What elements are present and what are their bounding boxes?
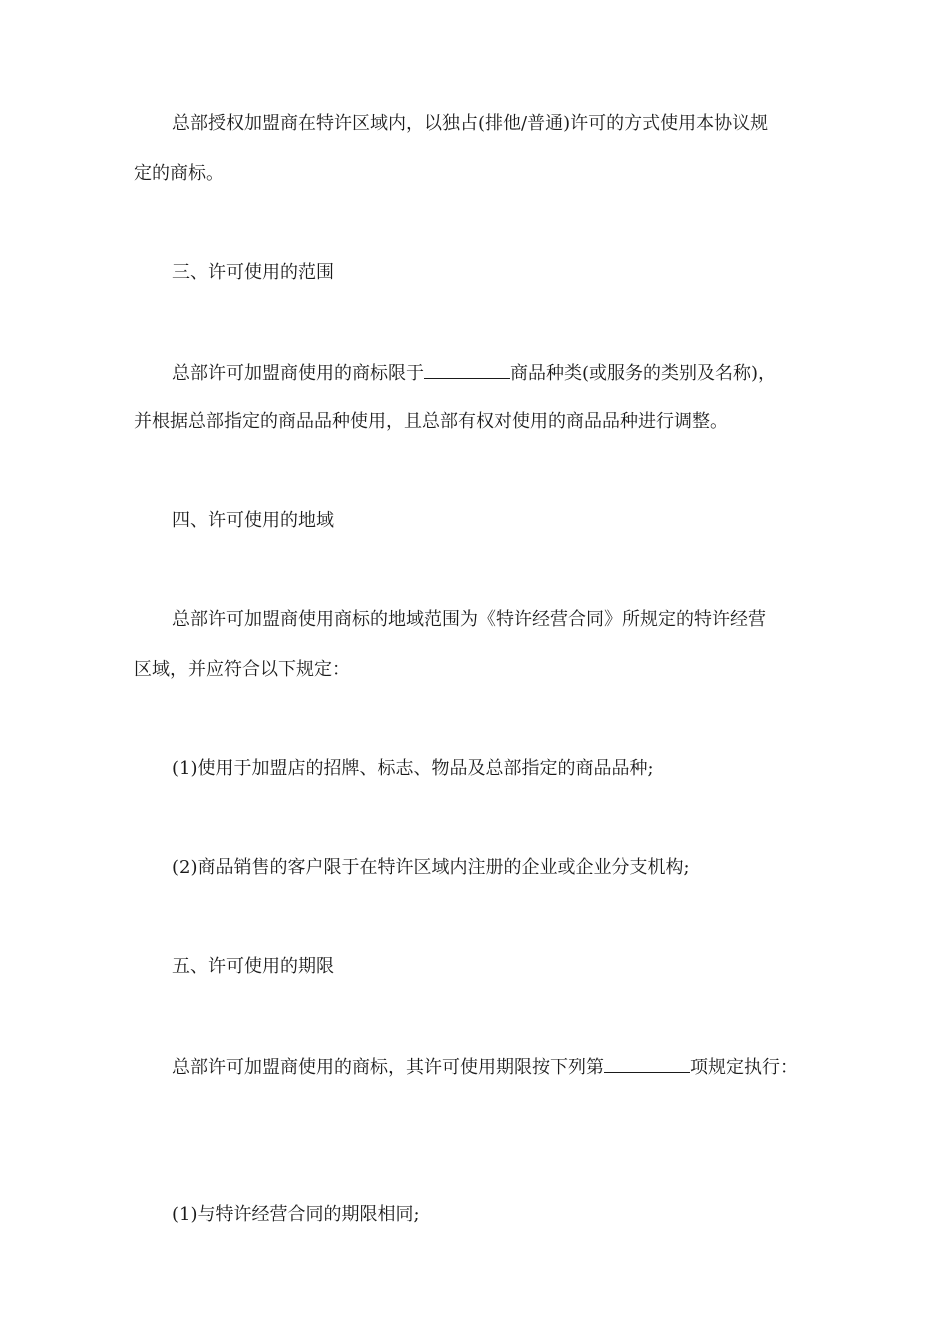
- section-heading: 四、许可使用的地域: [172, 510, 334, 531]
- paragraph-text: 总部许可加盟商使用的商标限于: [172, 363, 424, 384]
- fill-in-blank[interactable]: [604, 1054, 690, 1073]
- paragraph-line: 定的商标。: [134, 163, 224, 184]
- paragraph-line: 区域，并应符合以下规定：: [134, 659, 350, 680]
- fill-in-blank[interactable]: [424, 360, 510, 379]
- paragraph-line: 总部授权加盟商在特许区域内，以独占(排他/普通)许可的方式使用本协议规: [172, 113, 769, 134]
- paragraph-text: 商品种类(或服务的类别及名称)，: [510, 363, 777, 384]
- list-item: (1)与特许经营合同的期限相同;: [172, 1204, 420, 1225]
- section-heading: 五、许可使用的期限: [172, 956, 334, 977]
- paragraph-text: 项规定执行：: [690, 1057, 798, 1078]
- list-item: (1)使用于加盟店的招牌、标志、物品及总部指定的商品品种;: [172, 758, 654, 779]
- list-item: (2)商品销售的客户限于在特许区域内注册的企业或企业分支机构;: [172, 857, 690, 878]
- paragraph-line: [172, 360, 872, 386]
- section-heading: 三、许可使用的范围: [172, 262, 334, 283]
- paragraph-line: 并根据总部指定的商品品种使用，且总部有权对使用的商品品种进行调整。: [134, 411, 728, 432]
- paragraph-line: 总部许可加盟商使用商标的地域范围为《特许经营合同》所规定的特许经营: [172, 609, 766, 630]
- paragraph-line: [172, 1054, 872, 1080]
- paragraph-text: 总部许可加盟商使用的商标，其许可使用期限按下列第: [172, 1057, 604, 1078]
